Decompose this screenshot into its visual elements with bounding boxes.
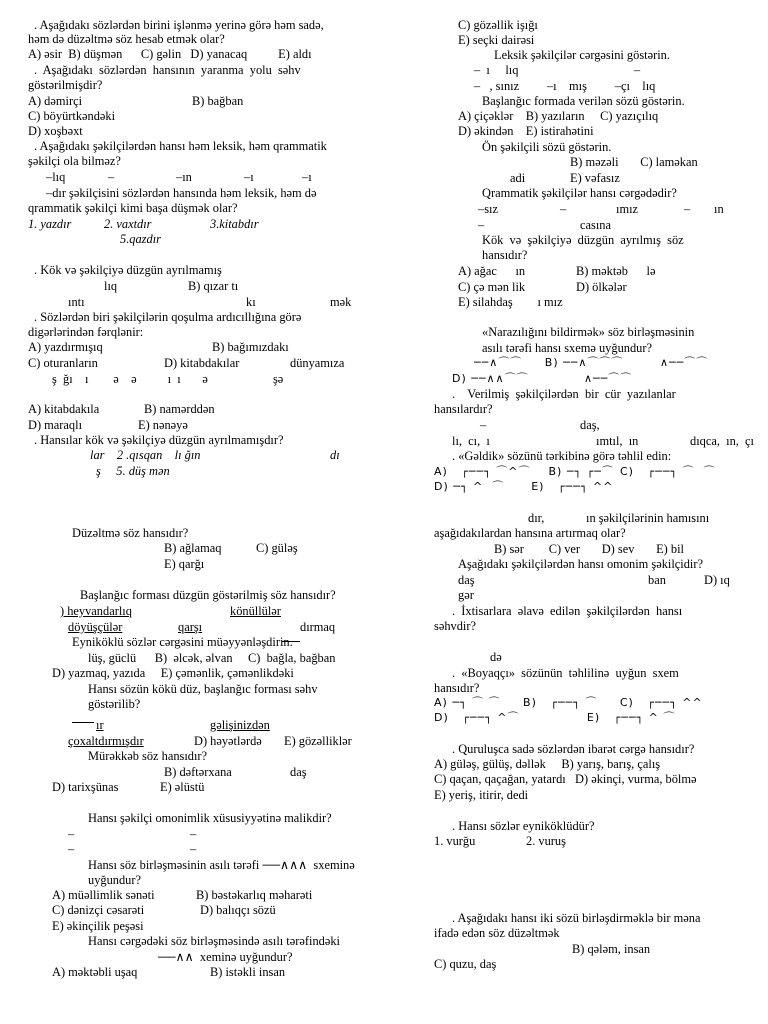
text-line: Hansı şəkilçi omonimlik xüsusiyyətinə malikdir? <box>88 811 332 825</box>
text-line: digərlərindən fərqlənir: <box>28 325 144 339</box>
text-line: Hansı söz birləşməsinin asılı tərəfi ──∧∧∧ sxeminə <box>88 858 355 872</box>
text-line: D) ıq <box>704 573 730 587</box>
text-line: – ı lıq <box>474 63 519 77</box>
text-line: D) maraqlı <box>28 418 83 432</box>
text-line: səhvdir? <box>434 619 476 633</box>
text-line: . «Gəldik» sözünü tərkibinə görə təhlil edin: <box>452 449 672 463</box>
text-line: lı, cı, ı <box>452 434 490 448</box>
text-line: şəkilçi ola bilməz? <box>28 154 121 168</box>
text-line: daş <box>458 573 475 587</box>
text-line: Leksik şəkilçilər cərgəsini göstərin. <box>494 48 670 62</box>
text-line: –lıq <box>46 170 66 184</box>
text-line: göstərilmişdir? <box>28 78 103 92</box>
text-line: lüş, güclü B) əlcək, əlvan C) bağla, bağban <box>88 651 336 665</box>
text-line: B) sər C) ver D) sev E) bil <box>494 542 684 556</box>
text-line: ın <box>714 202 724 216</box>
text-line: – <box>480 418 487 432</box>
text-line: B) ağlamaq <box>164 541 222 555</box>
text-line: A) dəmirçi <box>28 94 83 108</box>
text-line: Düzəltmə söz hansıdır? <box>72 526 189 540</box>
text-line: də <box>490 650 502 664</box>
text-line: D) yazmaq, yazıda E) çəmənlik, çəmənlikdəki <box>52 666 294 680</box>
text-line: D) balıqçı sözü <box>200 903 276 917</box>
text-line: . Sözlərdən biri şəkilçilərin qoşulma ardıcıllığına görə <box>34 310 302 324</box>
text-line: A) yazdırmışıq <box>28 340 103 354</box>
text-line: A) kitabdakıla <box>28 402 100 416</box>
text-line: Mürəkkəb söz hansıdır? <box>88 749 208 763</box>
text-line: Qrammatik şəkilçilər hansı cərgədədir? <box>482 186 677 200</box>
text-line: Hansı sözün kökü düz, başlanğıc forması səhv <box>88 682 318 696</box>
text-line: E) vəfasız <box>570 171 620 185</box>
text-line: 1. yazdır <box>28 217 72 231</box>
text-line: Kök və şəkilçiyə düzgün ayrılmış söz <box>482 233 684 247</box>
text-line: A) məktəbli uşaq <box>52 965 138 979</box>
text-line: A) ─┐ ⌒ ⌒ B) ┌──┐ ⌒ C) ┌──┐ ^^ <box>434 696 703 709</box>
text-line: kı <box>246 295 256 309</box>
text-line: D) ──∧∧⌒⌒ <box>452 372 529 385</box>
text-line: . Kök və şəkilçiyə düzgün ayrılmamış <box>34 263 222 277</box>
text-line: ──∧∧ xeminə uyğundur? <box>158 950 293 964</box>
text-line: B) məktəb lə <box>576 264 656 278</box>
text-line: lar 2 .qısqan lı ğın <box>90 448 201 462</box>
text-line: B) bağımızdakı <box>212 340 289 354</box>
text-line: B) namərddən <box>144 402 215 416</box>
text-line: C) çə mən lik <box>458 280 526 294</box>
text-line: C) qaçan, qaçağan, yatardı D) əkinçi, vurma, bölmə <box>434 772 697 786</box>
text-line: könüllülər <box>230 604 281 618</box>
text-line: hansılardır? <box>434 402 493 416</box>
text-line: E) əlüstü <box>160 780 205 794</box>
text-line: C) quzu, daş <box>434 957 497 971</box>
text-line: ∧──⌒⌒ <box>584 372 633 385</box>
text-line: B) bəstəkarlıq məharəti <box>196 888 313 902</box>
text-line: B) qızar tı <box>188 279 239 293</box>
text-line: D) ┌──┐ ^⌒ E) ┌──┐ ^ ⌒ <box>434 711 676 724</box>
text-line: ın şəkilçilərinin hamısını <box>586 511 710 525</box>
text-line: D) tarixşünas <box>52 780 119 794</box>
text-line: – <box>560 202 567 216</box>
text-line: ır <box>96 718 104 732</box>
text-line: uyğundur? <box>88 873 141 887</box>
text-line: adi <box>510 171 526 185</box>
text-line: – <box>68 842 75 856</box>
text-line: daş <box>290 765 307 779</box>
text-line: gər <box>458 588 474 602</box>
text-line: ımtıl, ın <box>596 434 639 448</box>
text-line: . Aşağıdakı sözlərdən hansının yaranma yolu səhv <box>34 63 301 77</box>
text-line: daş, <box>580 418 600 432</box>
text-line: 2. vaxtdır <box>104 217 152 231</box>
text-line: –ın <box>176 170 192 184</box>
text-line: D) həyətlərdə <box>194 734 262 748</box>
text-line: Aşağıdakı şəkilçilərdən hansı omonim şəkilçidir? <box>458 557 703 571</box>
text-line: ──∧⌒⌒ B) ──∧⌒⌒⌒ <box>474 356 624 369</box>
text-line: B) məzəli C) laməkan <box>570 155 698 169</box>
text-line: mək <box>330 295 352 309</box>
text-line: E) yeriş, itirir, dedi <box>434 788 529 802</box>
text-line: E) qarğı <box>164 557 205 571</box>
text-line: ban <box>648 573 666 587</box>
text-line: asılı tərəfi hansı sxemə uyğundur? <box>482 341 652 355</box>
text-line: . Hansı sözlər eyniköklüdür? <box>452 819 595 833</box>
text-line: – <box>190 827 197 841</box>
text-line: –dır şəkilçisini sözlərdən hansında həm leksik, həm də <box>46 186 317 200</box>
text-line: E) seçki dairəsi <box>458 33 535 47</box>
text-line: ıntı <box>68 295 85 309</box>
text-line: A) çiçəklər B) yazıların C) yazıçılıq <box>458 109 659 123</box>
text-line: – , sınız –ı mış –çı lıq <box>474 79 656 93</box>
text-line: ) heyvandarlıq <box>60 604 132 618</box>
text-line: ∧──⌒⌒ <box>660 356 709 369</box>
text-line: 1. vurğu <box>434 834 476 848</box>
text-line: Ön şəkilçili sözü göstərin. <box>482 140 612 154</box>
text-line: qrammatik şəkilçi kimi başa düşmək olar? <box>28 201 238 215</box>
text-line: . Quruluşca sadə sözlərdən ibarət cərgə hansıdır? <box>452 742 695 756</box>
text-line: E) əkinçilik peşəsi <box>52 919 144 933</box>
text-line: E) nənəyə <box>138 418 188 432</box>
text-line: hansıdır? <box>434 681 480 695</box>
text-line: B) bağban <box>192 94 244 108</box>
text-line: 3.kitabdır <box>210 217 259 231</box>
text-line: B) istəkli insan <box>210 965 286 979</box>
text-line: Başlanğıc forması düzgün göstərilmiş söz hansıdır? <box>80 588 336 602</box>
text-line: Eyniköklü sözlər cərgəsini müəyyənləşdirin. <box>72 635 293 649</box>
text-line: D) əkindən E) istirahətini <box>458 124 594 138</box>
text-line: – <box>190 842 197 856</box>
text-line: –ı <box>302 170 312 184</box>
text-line: 5.qazdır <box>120 232 161 246</box>
text-line: döyüşçülər <box>68 620 123 634</box>
text-line: . Aşağıdakı şəkilçilərdən hansı həm leksik, həm qrammatik <box>34 139 327 153</box>
text-line: dı <box>330 448 340 462</box>
text-line: . Hansılar kök və şəkilçiyə düzgün ayrılmamışdır? <box>34 433 284 447</box>
text-line: gəlişinizdən <box>210 718 270 732</box>
text-line: «Narazılığını bildirmək» söz birləşməsinin <box>482 325 695 339</box>
text-line: C) dənizçi cəsarəti <box>52 903 145 917</box>
text-line: B) qələm, insan <box>572 942 651 956</box>
text-line: aşağıdakılardan hansına artırmaq olar? <box>434 526 626 540</box>
text-line: . Verilmiş şəkilçilərdən bir cür yazılanlar <box>452 387 676 401</box>
text-line: . «Boyaqçı» sözünün təhlilinə uyğun sxem <box>452 666 679 680</box>
text-line: –sız <box>478 202 498 216</box>
text-line: . İxtisarlara əlavə edilən şəkilçilərdən hansı <box>452 604 683 618</box>
text-line: D) ölkələr <box>576 280 627 294</box>
text-line: B) dəftərxana <box>164 765 232 779</box>
text-line: ş 5. düş mən <box>96 464 170 478</box>
text-line: hansıdır? <box>482 248 528 262</box>
text-line: A) ağac ın <box>458 264 526 278</box>
text-line: lıq <box>104 279 118 293</box>
text-line: A) müəllimlik sənəti <box>52 888 155 902</box>
text-line: D) ─┐ ^ ⌒ E) ┌──┐ ^^ <box>434 480 614 493</box>
text-line: A) ┌──┐ ⌒^⌒ B) ─┐ ┌─⌒ <box>434 465 614 478</box>
text-line: dünyamıza <box>290 356 345 370</box>
text-line: C) gözəllik işığı <box>458 18 538 32</box>
text-line: dır, <box>528 511 545 525</box>
text-line: – <box>634 63 641 77</box>
text-line: . Aşağıdakı sözlərdən birini işlənmə yerinə görə həm sadə, <box>34 18 324 32</box>
text-line: – <box>68 827 75 841</box>
text-line: – <box>684 202 691 216</box>
text-line: qarşı <box>178 620 203 634</box>
text-line: D) kitabdakılar <box>164 356 240 370</box>
text-line: casına <box>580 218 611 232</box>
underline-rule <box>72 722 94 723</box>
text-line: –ı <box>244 170 254 184</box>
text-line: C) güləş <box>256 541 298 555</box>
text-line: göstərilib? <box>88 697 141 711</box>
text-line: C) oturanların <box>28 356 98 370</box>
text-line: D) xoşbəxt <box>28 124 83 138</box>
text-line: . Aşağıdakı hansı iki sözü birləşdirməklə bir məna <box>452 911 701 925</box>
text-line: ifadə edən söz düzəltmək <box>434 926 560 940</box>
text-line: Başlanğıc formada verilən sözü göstərin. <box>482 94 685 108</box>
text-line: Hansı cərgədəki söz birləşməsində asılı tərəfindəki <box>88 934 340 948</box>
text-line: A) əsir B) düşmən C) gəlin D) yanacaq E) aldı <box>28 47 312 61</box>
text-line: dırmaq <box>300 620 336 634</box>
underline-rule <box>282 641 300 642</box>
text-line: C) böyürtkəndəki <box>28 109 116 123</box>
text-line: A) güləş, gülüş, dəllək B) yarış, barış, çalış <box>434 757 661 771</box>
text-line: həm də düzəltmə söz hesab etmək olar? <box>28 32 225 46</box>
text-line: çoxaltdırmışdır <box>68 734 144 748</box>
text-line: – <box>108 170 115 184</box>
text-line: dıqca, ın, çı <box>690 434 754 448</box>
text-line: C) ┌──┐ ⌒ ⌒ <box>620 465 716 478</box>
text-line: 2. vuruş <box>526 834 566 848</box>
text-line: E) silahdaş ı mız <box>458 295 563 309</box>
text-line: ımız <box>616 202 639 216</box>
text-line: E) gözəlliklər <box>284 734 352 748</box>
text-line: – <box>478 218 485 232</box>
text-line: ş ğı ı ə ə ı ı ə şə <box>52 372 284 386</box>
